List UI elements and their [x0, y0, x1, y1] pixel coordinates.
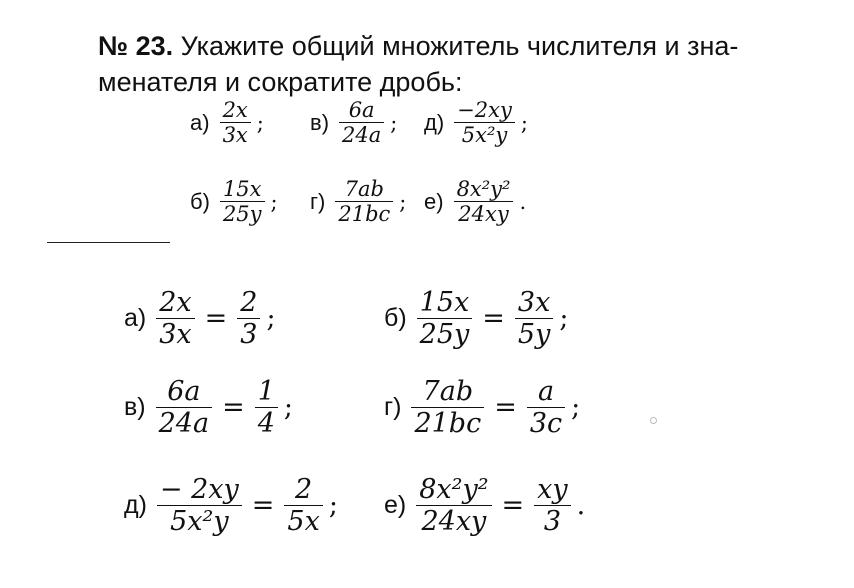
result-fraction	[237, 287, 260, 350]
denominator: 24a	[342, 123, 382, 147]
task-g	[310, 177, 406, 226]
punctuation: .	[519, 189, 527, 214]
denominator: 24xy	[421, 506, 487, 537]
punctuation: ;	[256, 110, 264, 135]
fraction	[339, 98, 384, 147]
problem-text-line2: менателя и сократите дробь:	[98, 67, 463, 97]
numerator: 6a	[348, 98, 375, 122]
task-label: д)	[424, 109, 445, 135]
numerator: 6a	[167, 376, 201, 407]
fraction	[454, 98, 515, 147]
denominator: 25y	[222, 202, 262, 226]
task-label: г)	[310, 188, 326, 214]
numerator: 2x	[222, 98, 248, 122]
denominator: 5x	[287, 506, 320, 537]
result-fraction	[515, 287, 553, 350]
punctuation: ;	[520, 110, 528, 135]
fraction	[157, 474, 242, 537]
numerator: 15x	[419, 287, 470, 318]
punctuation: ;	[270, 189, 278, 214]
numerator: 2	[240, 287, 258, 318]
equals-sign: =	[251, 490, 275, 521]
task-v	[310, 98, 397, 147]
equals-sign: =	[501, 490, 525, 521]
punctuation: ;	[399, 189, 407, 214]
equals-sign: =	[482, 303, 505, 334]
denominator: 3c	[529, 408, 563, 439]
denominator: 5x²y	[461, 123, 508, 147]
numerator: 8x²y²	[456, 177, 511, 201]
denominator: 25y	[419, 319, 470, 350]
task-label: б)	[190, 188, 210, 214]
numerator: 2x	[159, 287, 192, 318]
equals-sign: =	[222, 392, 245, 423]
solution-a	[124, 287, 276, 350]
problem-text-line1: Укажите общий множитель числителя и зна-	[180, 31, 739, 61]
punctuation: ;	[283, 392, 293, 423]
section-divider	[47, 242, 170, 243]
denominator: 24a	[158, 408, 210, 439]
numerator: xy	[537, 474, 568, 505]
result-fraction	[255, 376, 278, 439]
numerator: 7ab	[344, 177, 384, 201]
fraction	[454, 177, 514, 226]
denominator: 24xy	[458, 202, 509, 226]
punctuation: ;	[571, 392, 581, 423]
result-fraction	[534, 474, 570, 537]
numerator: 2	[295, 474, 313, 505]
solution-label: д)	[124, 491, 147, 519]
solution-label: а)	[124, 304, 147, 332]
solution-label: б)	[384, 304, 407, 332]
fraction	[411, 376, 484, 439]
equals-sign: =	[204, 303, 228, 334]
solution-g	[384, 376, 580, 439]
denominator: 5x²y	[170, 506, 229, 537]
numerator: 1	[257, 376, 275, 407]
solution-label: в)	[124, 393, 146, 421]
fraction	[416, 474, 491, 537]
solution-label: г)	[384, 393, 402, 421]
numerator: a	[537, 376, 555, 407]
denominator: 5y	[517, 319, 551, 350]
denominator: 3x	[222, 123, 248, 147]
numerator: −2xy	[457, 98, 512, 122]
result-fraction	[284, 474, 322, 537]
numerator: 7ab	[422, 376, 474, 407]
punctuation: ;	[328, 490, 338, 521]
fraction	[156, 376, 212, 439]
task-a	[190, 98, 264, 147]
fraction	[220, 98, 251, 147]
solution-label: е)	[384, 491, 407, 519]
denominator: 21bc	[338, 202, 391, 226]
numerator: 15x	[222, 177, 262, 201]
task-label: в)	[310, 109, 330, 135]
numerator: 8x²y²	[419, 474, 489, 505]
numerator: − 2xy	[159, 474, 239, 505]
solution-e	[384, 474, 585, 537]
problem-number: № 23.	[98, 31, 174, 61]
denominator: 3	[240, 319, 258, 350]
task-label: е)	[424, 188, 444, 214]
punctuation: .	[576, 490, 586, 521]
denominator: 4	[257, 408, 275, 439]
fraction	[417, 287, 473, 350]
solution-v	[124, 376, 293, 439]
denominator: 21bc	[414, 408, 482, 439]
punctuation: ;	[266, 303, 276, 334]
result-fraction	[527, 376, 565, 439]
fraction	[156, 287, 194, 350]
denominator: 3	[543, 506, 561, 537]
problem-statement	[98, 28, 828, 100]
task-b	[190, 177, 278, 226]
solution-d	[124, 474, 338, 537]
task-d	[424, 98, 528, 147]
denominator: 3x	[159, 319, 192, 350]
task-e	[424, 177, 526, 226]
punctuation: ;	[390, 110, 398, 135]
fraction	[220, 177, 265, 226]
task-label: а)	[190, 109, 210, 135]
fraction	[335, 177, 393, 226]
stray-mark	[650, 417, 657, 424]
punctuation: ;	[559, 303, 569, 334]
equals-sign: =	[494, 392, 517, 423]
solution-b	[384, 287, 568, 350]
numerator: 3x	[517, 287, 551, 318]
